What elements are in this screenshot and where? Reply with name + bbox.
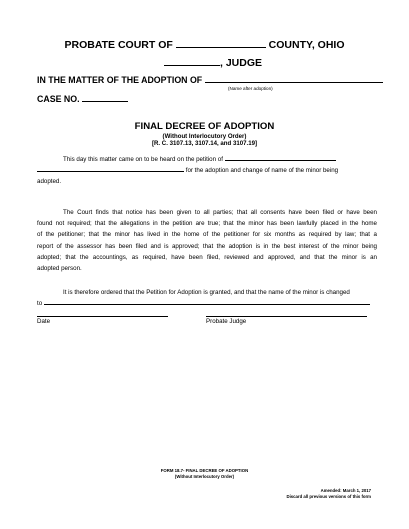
probate-judge-label: Probate Judge — [206, 318, 247, 325]
judge-heading — [164, 57, 262, 69]
findings-line: The Court finds that notice has been given to all parties; that all consents have been filed or have been — [63, 209, 377, 216]
case-no-label: CASE NO. — [37, 94, 80, 104]
amended-date: Amended: March 1, 2017 — [320, 488, 371, 493]
findings-line: adopted person. — [37, 265, 82, 273]
document-subtitle: (Without Interlocutory Order) — [162, 133, 247, 140]
court-heading — [0, 39, 409, 51]
form-footer — [0, 468, 409, 480]
order-line-1: It is therefore ordered that the Petition for Adoption is granted, and that the name of the minor is changed — [63, 289, 350, 296]
court-prefix: PROBATE COURT OF — [64, 39, 173, 51]
discard-note: Discard all previous versions of this form — [286, 494, 371, 499]
case-number-blank[interactable] — [82, 101, 128, 102]
document-title: FINAL DECREE OF ADOPTION — [134, 121, 275, 132]
date-signature-line[interactable] — [37, 316, 168, 317]
matter-label: IN THE MATTER OF THE ADOPTION OF — [37, 75, 203, 85]
amendment-note — [286, 488, 371, 500]
findings-line: of the petitioner; that the minor has lived in the home of the petitioner for six months as required by law; that a — [37, 231, 377, 239]
petition-line-2: for the adoption and change of name of the minor being — [37, 165, 377, 176]
petitioner-name-blank-2[interactable] — [37, 171, 184, 172]
adoptee-name-blank[interactable] — [205, 82, 383, 83]
findings-paragraph — [37, 207, 377, 274]
new-name-blank[interactable] — [44, 304, 370, 305]
petitioner-name-blank[interactable] — [225, 160, 336, 161]
date-label: Date — [37, 318, 51, 325]
name-after-adoption-note: (Name after adoption) — [228, 86, 273, 91]
statute-citation: [R. C. 3107.13, 3107.14, and 3107.19] — [151, 140, 257, 147]
judge-label: , JUDGE — [220, 57, 263, 69]
order-line-2: to — [37, 298, 377, 309]
findings-line: report of the assessor has been filed and is approved; that the adoption is in the best interest of the minor being — [37, 242, 377, 250]
county-blank[interactable] — [176, 47, 266, 48]
form-subtitle: (Without Interlocutory Order) — [174, 474, 235, 479]
judge-name-blank[interactable] — [164, 65, 220, 66]
case-number-line — [37, 94, 128, 104]
petition-line-1: This day this matter came on to be heard on the petition of — [37, 154, 377, 165]
petition-paragraph — [37, 154, 377, 188]
petition-line-3: adopted. — [37, 178, 62, 186]
findings-line: found not required; that the allegations in the petition are true; that the minor has been lawfully placed in the home — [37, 220, 377, 228]
findings-line: adopted; that the accountings, as required, have been filed, reviewed and approved, and that the minor is an — [37, 253, 377, 261]
order-paragraph — [37, 287, 377, 309]
court-suffix: COUNTY, OHIO — [268, 39, 345, 51]
form-title: FORM 18.7- FINAL DECREE OF ADOPTION — [160, 468, 249, 473]
judge-signature-line[interactable] — [206, 316, 367, 317]
matter-line — [37, 75, 383, 85]
